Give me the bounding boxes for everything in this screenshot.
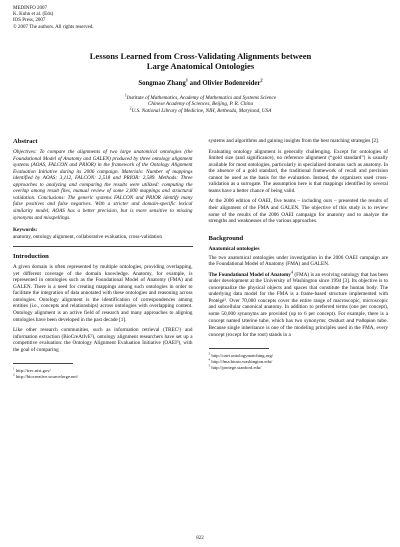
paragraph: Evaluating ontology alignment is generally challenging. Except for ontologies of limited size (and significance), no reference alignment (“gold standard”) is usually available for most ontologies, particularly in specialized domains such as anatomy. In the absence of a gold standard, the traditional framework of recall and precision cannot be used as the basis for the evaluation. Instead, the organizers used cross-validation as a surrogate. The assumption here is that mappings identified by several teams have a better chance of being valid. — [208, 148, 388, 194]
affiliation-1-cont: Chinese Academy of Sciences, Beijing, P. R. China — [147, 101, 254, 108]
subsection-heading: Anatomical ontologies — [208, 245, 260, 252]
two-column-body — [13, 138, 388, 380]
footnote-link[interactable]: http://fma.biostr.washington.edu/ — [211, 359, 273, 365]
footnote-link[interactable]: http://protege.stanford.edu/ — [211, 365, 262, 371]
paragraph — [208, 268, 389, 338]
paragraph: systems and algorithms and gaining insights from the best matching strategies [2]. — [208, 138, 380, 145]
introduction-heading: Introduction — [13, 253, 49, 261]
footnote-divider — [209, 348, 269, 349]
footnote-mark: 4 — [208, 357, 211, 362]
background-heading: Background — [208, 234, 244, 242]
paragraph: Like other research communities, such as information retrieval (TREC¹) and information extraction (BioCreAtIvE²), ontology alignment researchers have set up a competitive evaluation: the Ontology Alignment Evaluation Initiative (OAEI³), with the goal of comparing — [13, 327, 193, 353]
footnote-divider — [13, 363, 73, 364]
affil-mark: 1 — [124, 93, 127, 98]
footnote — [13, 374, 193, 380]
author-name: Songmao Zhang — [138, 79, 186, 87]
title-line-2: Large Anatomical Ontologies — [146, 60, 255, 71]
keywords-text: anatomy, ontology alignment, collaborative evaluation, cross-validation — [13, 233, 162, 240]
section-divider — [13, 246, 193, 247]
synonym-names: Oviduct and Fallopian tube — [328, 318, 387, 324]
footnote-mark: 4 — [290, 268, 294, 274]
author-name: Olivier Bodenreider — [202, 79, 261, 87]
paragraph-text: . Because single inheritance is one of the modeling principles used in the FMA, every concept (except for the root) stands in a — [208, 317, 388, 338]
page-number: 822 — [196, 536, 204, 541]
fma-term: The Foundational Model of Anatomy — [208, 271, 291, 278]
header-line: MEDINFO 2007 — [13, 6, 48, 11]
affiliation-1: Institute of Mathematics, Academy of Mathematics and Systems Science — [126, 94, 277, 101]
affiliation-2: U.S. National Library of Medicine, NIH, Bethesda, Maryland, USA — [131, 107, 272, 114]
paragraph: At the 2006 edition of OAEI, five teams – including ours – presented the results of their alignment of the FMA and GALEN. The objective of this study is to review some of the results of the 2006 OAEI campaign for anatomy and to analyze the strengths and weaknesses of the various approaches. — [208, 198, 388, 225]
paragraph-text: (FMA) is an evolving ontology that has been under development at the University of Washington since 1994 [3]. Its objective is to conceptualize the physical objects and spaces that constitute the human body. The underlying data model for the FMA is a frame-based structure implemented with Protégé⁵. Over 70,000 concepts cover the entire range of macroscopic, microscopic and subcellular canonical anatomy. In addition to preferred terms (one per concept), some 50,000 synonyms are provided (up to 6 per concept). For example, there is a concept named — [208, 271, 388, 324]
affil-mark: 2 — [129, 105, 132, 110]
affiliations — [13, 95, 388, 114]
paragraph: The two anatomical ontologies under investigation in the 2006 OAEI campaign are the Foundational Model of Anatomy (FMA) and GALEN. — [208, 254, 388, 268]
footnote-mark: 2 — [13, 372, 15, 377]
author-separator: and — [187, 79, 203, 87]
footnote-mark: 3 — [208, 351, 211, 356]
concept-name: Uterine tube — [241, 318, 269, 324]
footnote — [209, 365, 389, 371]
keywords-heading: Keywords: — [13, 227, 38, 234]
footnote-link[interactable]: http://oaei.ontologymatching.org/ — [211, 353, 274, 359]
paragraph: A given domain is often represented by multiple ontologies, providing overlapping, yet different coverage of the domain knowledge. Anatomy, for example, is represented in ontologies such as the Foundational Model of Anatomy (FMA) and GALEN. There is a need for creating mappings among such ontologies in order to facilitate the integration of data annotated with these ontologies and reasoning across ontologies. Ontology alignment is the identification of correspondences among entities (i.e., concepts and relationships) across ontologies with overlapping content. Ontology alignment is an active field of research and many approaches to aligning ontologies have been developed in the past decade [1]. — [13, 264, 193, 323]
paper-title — [13, 51, 388, 71]
footnote-link[interactable]: http://biocreative.sourceforge.net/ — [15, 374, 79, 380]
paragraph-text: , which has two synonyms: — [268, 317, 329, 324]
header-line: K. Kuhn et al. (Eds) — [13, 12, 54, 18]
header-line: IOS Press, 2007 — [13, 18, 46, 24]
footnote-mark: 1 — [13, 366, 15, 371]
title-line-1: Lessons Learned from Cross-Validating Alignments between — [89, 50, 312, 61]
copyright-line: © 2007 The authors. All rights reserved. — [13, 24, 94, 30]
author-list — [13, 77, 388, 87]
footnote-link[interactable]: http://trec.nist.gov/ — [15, 368, 51, 374]
author-affil-mark: 2 — [260, 77, 263, 83]
footnote-mark: 5 — [208, 363, 211, 368]
author-affil-mark: 1 — [185, 77, 188, 83]
publication-header — [13, 6, 388, 31]
left-column — [13, 138, 193, 380]
abstract-text: Objectives: To compare the alignments of two large anatomical ontologies (the Foundational Model of Anatomy and GALEN) produced by three ontology alignment systems (AOAS, FALCON and PRIOR) in the framework of the Ontology Alignment Evaluation Initiative during its 2006 campaign. Materials: Number of mappings identified by AOAS: 3,112, FALCON: 2,518 and PRIOR: 2,589. Methods: Three approaches to analyzing and comparing the results were utilized: computing the overlap among result files, manual review of some 2,000 mappings and structural validation. Conclusions: The generic systems FALCON and PRIOR identify many false positives and false negatives. With a stricter and domain-specific lexical similarity model, AOAS has a better precision, but is more sensitive to missing synonyms and misspellings. — [13, 149, 193, 221]
right-column — [209, 138, 389, 380]
abstract-heading: Abstract — [13, 138, 38, 146]
